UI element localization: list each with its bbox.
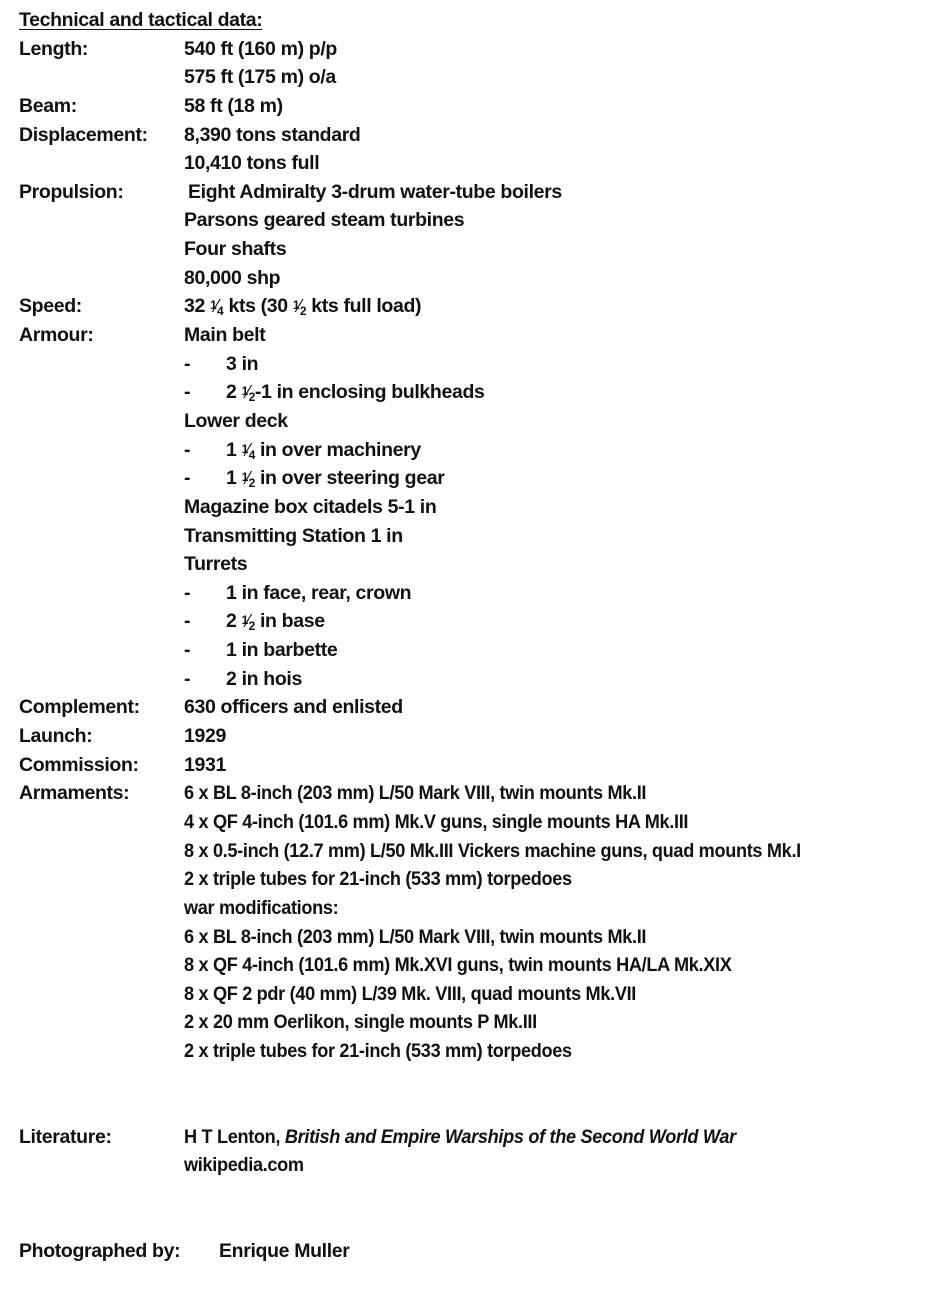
spec-row-launch [19, 722, 939, 751]
armament-row [19, 980, 939, 1009]
armour-sub-item [19, 579, 939, 608]
armour-main-belt: Main belt [184, 324, 266, 347]
spec-label-complement: Complement: [19, 696, 140, 719]
spec-label-armaments: Armaments: [19, 782, 130, 805]
spec-label-displacement: Displacement: [19, 123, 148, 146]
armour-row [19, 522, 939, 551]
spec-row-propulsion-cont [19, 235, 939, 264]
spec-row-length-cont [19, 63, 939, 92]
armour-row [19, 550, 939, 579]
literature-website: wikipedia.com [184, 1154, 304, 1177]
armour-turrets: Turrets [184, 553, 248, 576]
armour-sub-item [19, 665, 939, 694]
spec-value-commission: 1931 [184, 753, 226, 776]
fraction-whole: 2 [226, 610, 242, 633]
fraction-numerator: 1 [241, 470, 248, 485]
armament-row [19, 808, 939, 837]
list-dash: - [184, 610, 191, 633]
literature-row-cont [19, 1151, 939, 1180]
fraction-numerator: 1 [210, 298, 217, 313]
armour-magazine: Magazine box citadels 5-1 in [184, 495, 437, 518]
speed-text: kts full load) [306, 295, 422, 318]
armament-item: 2 x 20 mm Oerlikon, single mounts P Mk.III [184, 1011, 537, 1034]
armour-sub-text: 2 in hois [226, 667, 302, 690]
list-dash: - [184, 438, 191, 461]
speed-whole: 32 [184, 295, 211, 318]
armour-sub-text: 1 in barbette [226, 639, 338, 662]
armament-row [19, 1037, 939, 1066]
armour-sub-text: 3 in [226, 352, 259, 375]
armour-transmitting-station: Transmitting Station 1 in [184, 524, 403, 547]
spec-row-propulsion-cont [19, 264, 939, 293]
spec-row-armaments [19, 779, 939, 808]
armament-item: 2 x triple tubes for 21-inch (533 mm) torpedoes [184, 868, 572, 891]
spec-label-armour: Armour: [19, 324, 94, 347]
literature-row [19, 1123, 939, 1152]
armour-sub-item [19, 350, 939, 379]
armament-item: 8 x 0.5-inch (12.7 mm) L/50 Mk.III Vickers machine guns, quad mounts Mk.I [184, 839, 801, 862]
spec-label-launch: Launch: [19, 725, 93, 748]
document-title: Technical and tactical data: [19, 9, 263, 31]
list-dash: - [184, 667, 191, 690]
list-dash: - [184, 639, 191, 662]
fraction-denominator: 4 [248, 447, 255, 462]
spec-value-launch: 1929 [184, 725, 226, 748]
armament-item: 6 x BL 8-inch (203 mm) L/50 Mark VIII, twin mounts Mk.II [184, 782, 647, 805]
literature-book-title: British and Empire Warships of the Second World War [284, 1125, 736, 1148]
fraction-numerator: 1 [241, 613, 248, 628]
fraction-whole: 2 [226, 381, 242, 404]
armament-row [19, 894, 939, 923]
armour-sub-text [226, 436, 421, 467]
spec-value-complement: 630 officers and enlisted [184, 696, 403, 719]
literature-author: H T Lenton, [184, 1125, 285, 1148]
fraction-denominator: 2 [299, 304, 307, 319]
armour-lower-deck: Lower deck [184, 409, 288, 432]
spec-value-length-pp: 540 ft (160 m) p/p [184, 37, 337, 60]
speed-fraction: $^1⁄_4$ [210, 296, 224, 319]
fraction-denominator: 2 [248, 619, 255, 634]
armour-row [19, 407, 939, 436]
tech-data-document [19, 6, 939, 1266]
spec-row-displacement-cont [19, 149, 939, 178]
spec-value-beam: 58 ft (18 m) [184, 94, 283, 117]
spec-label-speed: Speed: [19, 295, 82, 318]
armour-sub-rest: in over machinery [254, 438, 421, 461]
fraction-whole: 1 [226, 438, 242, 461]
list-dash: - [184, 467, 191, 490]
armament-row [19, 1008, 939, 1037]
armour-row [19, 493, 939, 522]
speed-full-load-fraction: $^1⁄_2$ [292, 296, 307, 319]
spec-value-displacement-full: 10,410 tons full [184, 152, 320, 175]
armament-item: 8 x QF 4-inch (101.6 mm) Mk.XVI guns, twin mounts HA/LA Mk.XIX [184, 954, 732, 977]
spec-value-propulsion-boilers: Eight Admiralty 3-drum water-tube boilers [188, 180, 562, 203]
armour-fraction: $^1⁄_2$ [241, 611, 255, 634]
spacer [19, 1180, 939, 1237]
armour-sub-rest: in over steering gear [254, 467, 445, 490]
armour-fraction: $^1⁄_2$ [241, 468, 255, 491]
photographer-label: Photographed by: [19, 1239, 181, 1262]
spec-row-propulsion [19, 178, 939, 207]
spec-value-displacement-standard: 8,390 tons standard [184, 123, 361, 146]
spec-value-propulsion-turbines: Parsons geared steam turbines [184, 209, 465, 232]
armour-sub-item [19, 378, 939, 407]
armour-sub-text [226, 464, 444, 495]
spec-row-length [19, 35, 939, 64]
armour-sub-text [226, 378, 485, 409]
fraction-denominator: 4 [217, 304, 224, 319]
war-modifications-heading: war modifications: [184, 896, 339, 919]
armament-row [19, 951, 939, 980]
armament-item: 6 x BL 8-inch (203 mm) L/50 Mark VIII, twin mounts Mk.II [184, 925, 647, 948]
armament-row [19, 837, 939, 866]
armament-item: 4 x QF 4-inch (101.6 mm) Mk.V guns, single mounts HA Mk.III [184, 810, 689, 833]
literature-reference [184, 1123, 736, 1152]
spec-row-armour [19, 321, 939, 350]
spec-value-speed [184, 292, 421, 323]
fraction-denominator: 2 [248, 390, 255, 405]
fraction-denominator: 2 [248, 476, 255, 491]
spec-label-beam: Beam: [19, 94, 77, 117]
armour-sub-text [226, 607, 325, 638]
spec-label-commission: Commission: [19, 753, 139, 776]
fraction-numerator: 1 [292, 298, 300, 313]
list-dash: - [184, 352, 191, 375]
literature-label: Literature: [19, 1125, 112, 1148]
armour-fraction: $^1⁄_4$ [241, 439, 255, 462]
armour-sub-item [19, 464, 939, 493]
armour-fraction: $^1⁄_2$ [241, 382, 255, 405]
spec-label-propulsion: Propulsion: [19, 180, 124, 203]
spec-row-beam [19, 92, 939, 121]
spec-value-length-oa: 575 ft (175 m) o/a [184, 66, 336, 89]
armour-sub-rest: in base [254, 610, 325, 633]
armament-item: 8 x QF 2 pdr (40 mm) L/39 Mk. VIII, quad mounts Mk.VII [184, 982, 637, 1005]
spacer [19, 1066, 939, 1123]
armament-item: 2 x triple tubes for 21-inch (533 mm) torpedoes [184, 1040, 572, 1063]
speed-text: kts (30 [223, 295, 293, 318]
spec-label-length: Length: [19, 37, 89, 60]
spec-row-propulsion-cont [19, 206, 939, 235]
list-dash: - [184, 581, 191, 604]
armament-row [19, 923, 939, 952]
fraction-whole: 1 [226, 467, 242, 490]
spec-row-complement [19, 693, 939, 722]
photographer-name: Enrique Muller [219, 1239, 350, 1262]
armour-sub-item [19, 607, 939, 636]
spec-row-speed [19, 292, 939, 321]
armour-sub-rest: -1 in enclosing bulkheads [254, 381, 485, 404]
list-dash: - [184, 381, 191, 404]
armour-sub-text: 1 in face, rear, crown [226, 581, 412, 604]
spec-row-commission [19, 751, 939, 780]
fraction-numerator: 1 [241, 384, 248, 399]
fraction-numerator: 1 [241, 441, 248, 456]
spec-value-propulsion-shafts: Four shafts [184, 238, 287, 261]
photographer-row [19, 1237, 939, 1266]
document-title-row [19, 6, 939, 35]
spec-value-propulsion-power: 80,000 shp [184, 266, 281, 289]
spec-row-displacement [19, 121, 939, 150]
armour-sub-item [19, 636, 939, 665]
armour-sub-item [19, 436, 939, 465]
armament-row [19, 865, 939, 894]
